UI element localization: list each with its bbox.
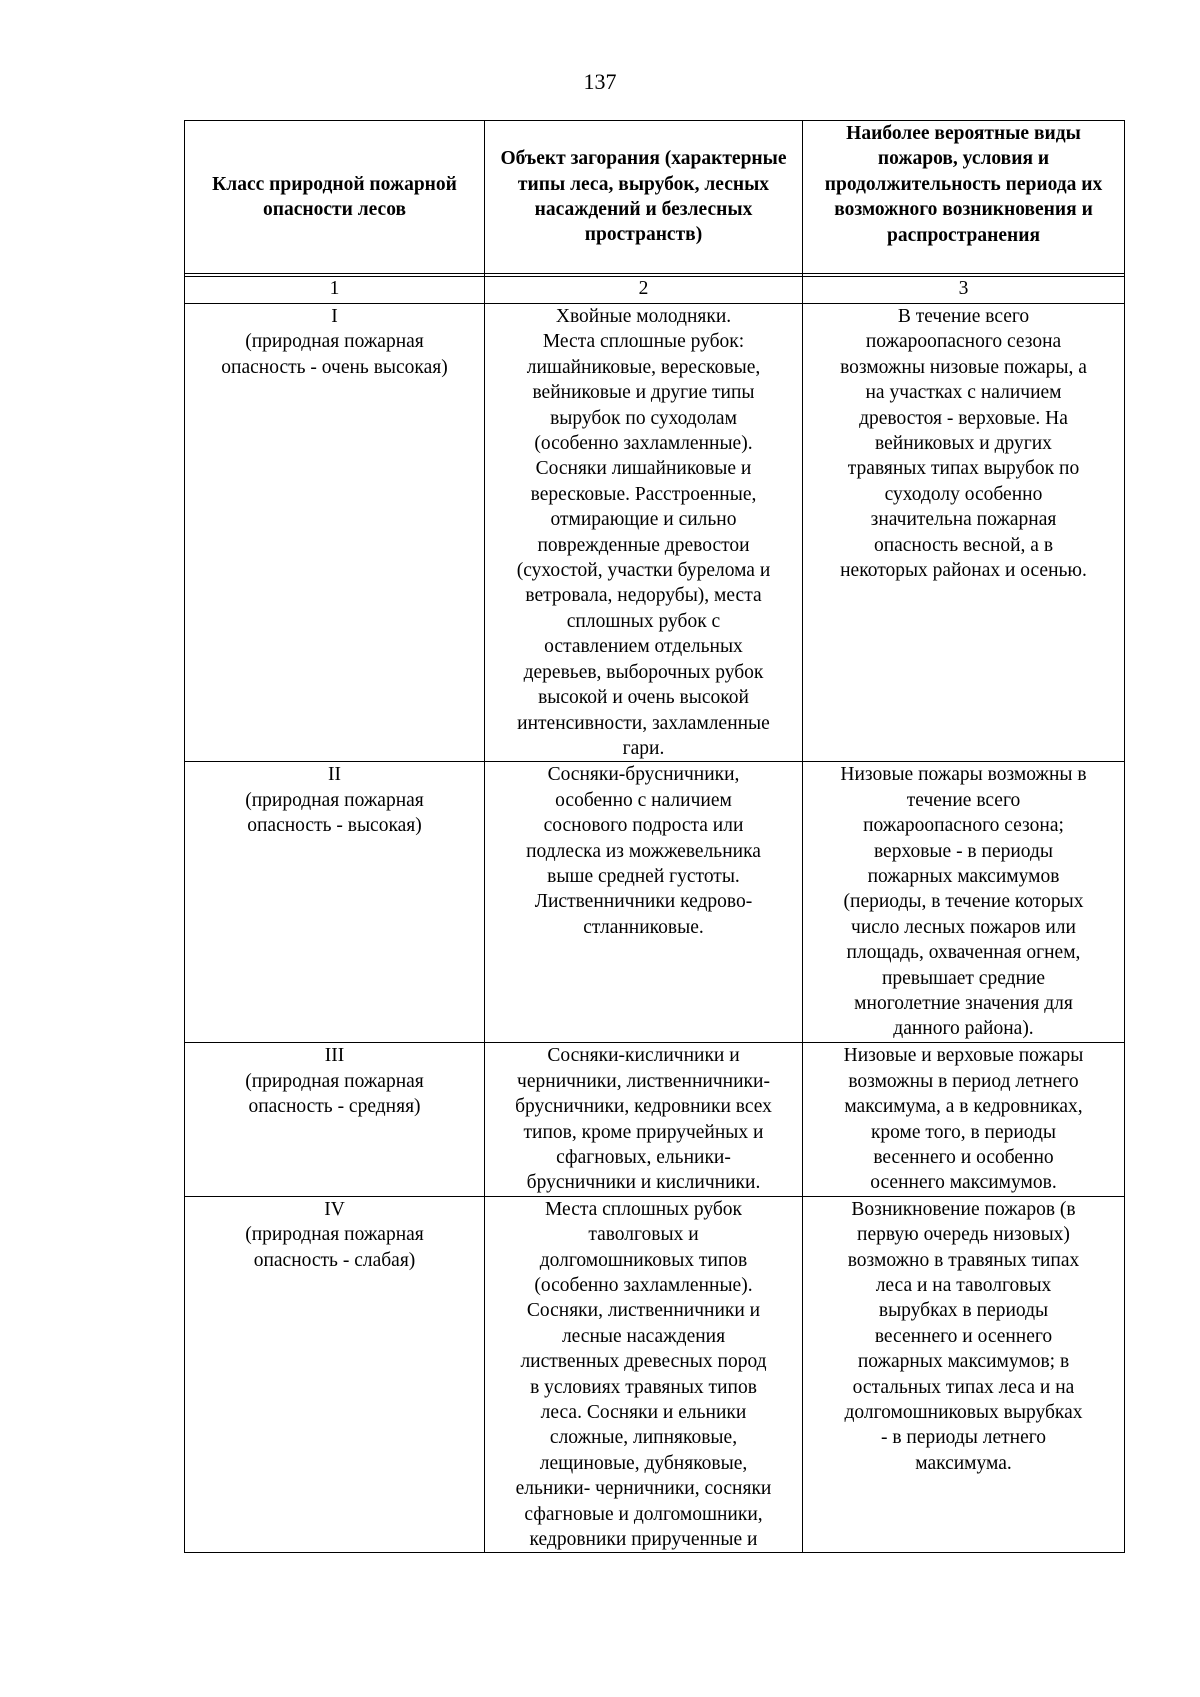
cell-fires: Низовые и верховые пожары возможны в период летнего максимума, а в кедровниках, кроме того, в периоды весеннего и особенно осеннего максимумов. [803,1043,1125,1196]
table-row [185,762,1125,1043]
table-row [185,304,1125,762]
cell-class: II (природная пожарная опасность - высокая) [185,762,485,1043]
table-row [185,1043,1125,1196]
header-class: Класс природной пожарной опасности лесов [185,121,485,274]
page-number: 137 [583,69,617,94]
cell-fires: В течение всего пожароопасного сезона возможны низовые пожары, а на участках с наличием древостоя - верховые. На вейниковых и других травяных типах вырубок по суходолу особенно значительна пожарная опасность весной, а в некоторых районах и осенью. [803,304,1125,762]
column-number: 3 [803,277,1125,304]
column-numbers-row [185,277,1125,304]
cell-fires: Низовые пожары возможны в течение всего пожароопасного сезона; верховые - в периоды пожарных максимумов (периоды, в течение которых число лесных пожаров или площадь, охваченная огнем, превышает средние многолетние значения для данного района). [803,762,1125,1043]
table-row [185,1196,1125,1553]
header-object: Объект загорания (характерные типы леса, вырубок, лесных насаждений и безлесных пространств) [485,121,803,274]
column-number: 2 [485,277,803,304]
cell-object: Места сплошных рубок таволговых и долгомошниковых типов (особенно захламленные). Сосняки, лиственничники и лесные насаждения лиственных древесных пород в условиях травяных типов леса. Сосняки и ельники сложные, липняковые, лещиновые, дубняковые, ельники- черничники, сосняки сфагновые и долгомошники, кедровники прирученные и [485,1196,803,1553]
table-header-row [185,121,1125,274]
cell-class: I (природная пожарная опасность - очень высокая) [185,304,485,762]
cell-class: IV (природная пожарная опасность - слабая) [185,1196,485,1553]
fire-hazard-table [184,120,1125,1553]
column-number: 1 [185,277,485,304]
cell-object: Хвойные молодняки. Места сплошные рубок: лишайниковые, вересковые, вейниковые и другие типы вырубок по суходолам (особенно захламленные). Сосняки лишайниковые и вересковые. Расстроенные, отмирающие и сильно поврежденные древостои (сухостой, участки бурелома и ветровала, недорубы), места сплошных рубок с оставлением отдельных деревьев, выборочных рубок высокой и очень высокой интенсивности, захламленные гари. [485,304,803,762]
cell-class: III (природная пожарная опасность - средняя) [185,1043,485,1196]
cell-object: Сосняки-кисличники и черничники, лиственничники- брусничники, кедровники всех типов, кроме приручейных и сфагновых, ельники- брусничники и кисличники. [485,1043,803,1196]
cell-object: Сосняки-брусничники, особенно с наличием соснового подроста или подлеска из можжевельника выше средней густоты. Лиственничники кедрово- стланниковые. [485,762,803,1043]
header-fires: Наиболее вероятные виды пожаров, условия и продолжительность периода их возможного возникновения и распространения [803,121,1125,274]
cell-fires: Возникновение пожаров (в первую очередь низовых) возможно в травяных типах леса и на таволговых вырубках в периоды весеннего и осеннего пожарных максимумов; в остальных типах леса и на долгомошниковых вырубках - в периоды летнего максимума. [803,1196,1125,1553]
